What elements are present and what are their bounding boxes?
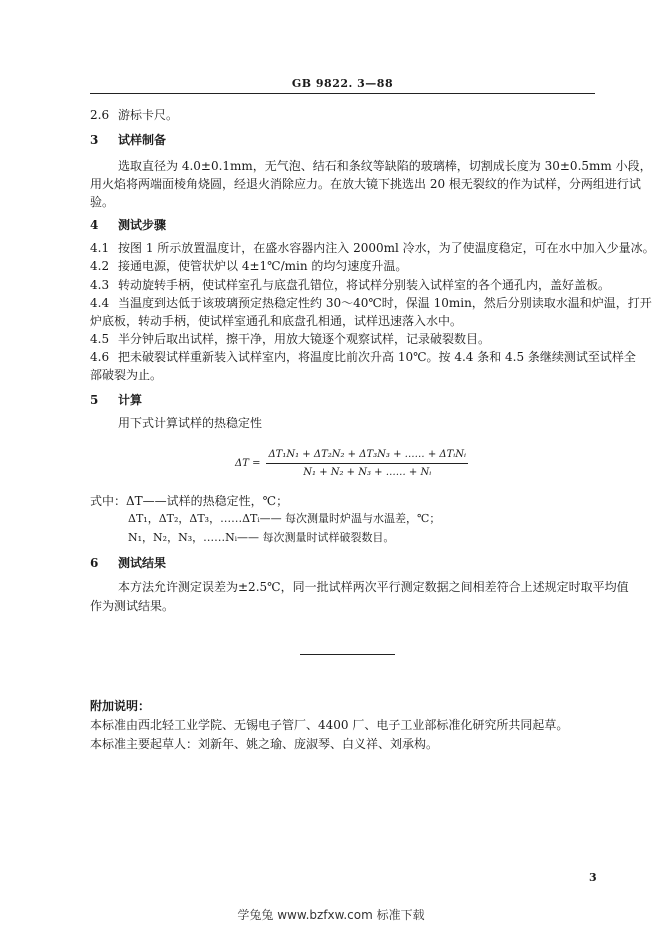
section-6-heading (90, 554, 166, 572)
formula-numerator: ΔT₁N₁ + ΔT₂N₂ + ΔT₃N₃ + …… + ΔTᵢNᵢ (266, 447, 468, 464)
section-number: 5 (90, 393, 99, 407)
site-footer-watermark: 学兔兔 www.bzfxw.com 标准下载 (237, 908, 425, 922)
where-definition: ΔT——试样的热稳定性，℃； (126, 494, 289, 508)
clause-4-3 (90, 276, 610, 294)
clause-text: 按图 1 所示放置温度计，在盛水容器内注入 2000ml 冷水，为了使温度稳定，可在水中加入少量冰。 (118, 241, 655, 255)
clause-number: 4.4 (90, 296, 110, 310)
formula-intro: 用下式计算试样的热稳定性 (118, 416, 263, 430)
formula-denominator: N₁ + N₂ + N₃ + …… + Nᵢ (303, 467, 432, 478)
appendix-line: 本标准由西北轻工业学院、无锡电子管厂、4400 厂、电子工业部标准化研究所共同起草。 (90, 718, 569, 732)
section-6-para-line: 作为测试结果。 (90, 599, 175, 613)
standard-code-header: GB 9822. 3—88 (291, 77, 394, 90)
end-rule (300, 654, 395, 655)
clause-number: 4.1 (90, 241, 110, 255)
clause-text: 游标卡尺。 (118, 108, 179, 122)
clause-4-1 (90, 239, 655, 257)
clause-4-2 (90, 257, 407, 275)
section-3-para-line: 验。 (90, 195, 115, 209)
appendix-line: 本标准主要起草人：刘新年、姚之瑜、庞淑琴、白义祥、刘承构。 (90, 737, 439, 751)
appendix-title: 附加说明： (90, 699, 151, 713)
clause-text: 转动旋转手柄，使试样室孔与底盘孔错位，将试样分别装入试样室的各个通孔内，盖好盖板。 (118, 278, 611, 292)
thermal-stability-formula (235, 447, 468, 480)
section-number: 4 (90, 218, 99, 232)
section-4-heading (90, 216, 166, 234)
section-number: 3 (90, 133, 99, 147)
clause-4-6 (90, 348, 636, 366)
clause-number: 4.3 (90, 278, 110, 292)
clause-4-4-cont: 炉底板，转动手柄，使试样室通孔和底盘孔相通，试样迅速落入水中。 (90, 314, 463, 328)
clause-text: 当温度到达低于该玻璃预定热稳定性约 30～40℃时，保温 10min，然后分别读取水温和炉温，打开 (118, 296, 652, 310)
section-title: 测试结果 (118, 556, 167, 570)
where-label-text: 式中： (90, 494, 127, 508)
section-title: 试样制备 (118, 133, 167, 147)
where-definition: ΔT₁，ΔT₂，ΔT₃，……ΔTᵢ—— 每次测量时炉温与水温差，℃； (128, 512, 441, 525)
clause-4-5 (90, 330, 490, 348)
header-rule (90, 93, 595, 94)
clause-number: 4.6 (90, 350, 110, 364)
section-number: 6 (90, 556, 99, 570)
clause-4-6-cont: 部破裂为止。 (90, 368, 163, 382)
clause-4-4 (90, 294, 652, 312)
section-3-para-line: 用火焰将两端面棱角烧圆，经退火消除应力。在放大镜下挑选出 20 根无裂纹的作为试样，分两组进行试 (90, 177, 641, 191)
clause-number: 4.2 (90, 259, 110, 273)
section-3-heading (90, 131, 166, 149)
page-number: 3 (589, 871, 597, 884)
clause-text: 半分钟后取出试样，擦干净，用放大镜逐个观察试样，记录破裂数目。 (118, 332, 491, 346)
clause-text: 接通电源，使管状炉以 4±1℃/min 的均匀速度升温。 (118, 259, 408, 273)
clause-number: 2.6 (90, 108, 110, 122)
section-6-para-line: 本方法允许测定误差为±2.5℃，同一批试样两次平行测定数据之间相差符合上述规定时取平均值 (118, 580, 629, 594)
formula-fraction (266, 447, 468, 480)
section-title: 计算 (118, 393, 143, 407)
section-5-heading (90, 391, 142, 409)
clause-number: 4.5 (90, 332, 110, 346)
clause-2-6 (90, 106, 178, 124)
section-3-para-line: 选取直径为 4.0±0.1mm，无气泡、结石和条纹等缺陷的玻璃棒，切割成长度为 30±0.5mm 小段， (118, 159, 652, 173)
where-definition: N₁，N₂，N₃，……Nᵢ—— 每次测量时试样破裂数目。 (128, 531, 395, 544)
section-title: 测试步骤 (118, 218, 167, 232)
where-label (90, 492, 288, 510)
clause-text: 把未破裂试样重新装入试样室内，将温度比前次升高 10℃。按 4.4 条和 4.5 条继续测试至试样全 (118, 350, 636, 364)
formula-lhs: ΔT = (235, 458, 261, 469)
